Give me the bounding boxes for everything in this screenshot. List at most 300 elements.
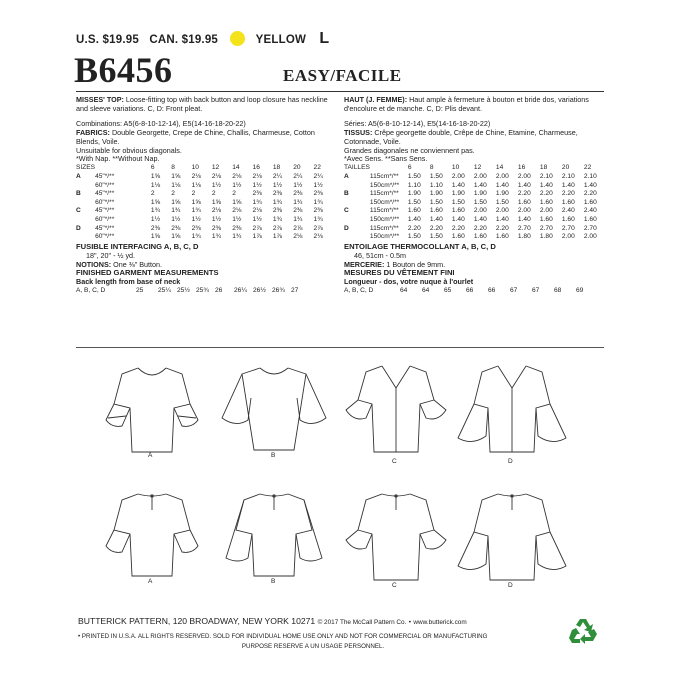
size-cell: 2⅛ <box>293 233 303 241</box>
figure-front-d <box>452 356 572 460</box>
size-cell: 1½ <box>171 215 181 223</box>
size-cell: 150cm*/** <box>369 181 400 189</box>
size-cell <box>95 164 151 173</box>
size-cell: 6 <box>407 164 412 172</box>
fr-measure-label: MESURES DU VÊTEMENT FINI <box>344 268 455 278</box>
size-cell: 12 <box>473 164 482 172</box>
size-cell: 115cm*/** <box>369 207 399 215</box>
size-cell: 1½ <box>232 181 242 189</box>
color-label: YELLOW <box>255 34 307 46</box>
size-cell: 2⅞ <box>313 224 323 232</box>
size-cell: 2 <box>232 190 236 198</box>
size-cell: 1.40 <box>561 181 575 189</box>
back-length-cell: 27 <box>291 287 299 295</box>
price-line <box>76 30 336 48</box>
size-cell: 1.50 <box>407 172 421 180</box>
size-cell: 2.20 <box>451 224 465 232</box>
size-cell: 1.50 <box>407 198 421 206</box>
back-length-cell: 66 <box>466 287 474 295</box>
footer-legal-line2: PURPOSE RESERVE A UN USAGE PERSONNEL. <box>241 643 385 650</box>
size-cell: 1.60 <box>451 207 465 215</box>
size-cell: 1.40 <box>473 215 487 223</box>
size-cell: 10 <box>451 164 460 172</box>
size-cell: 2 <box>171 190 175 198</box>
size-cell: C <box>76 207 81 215</box>
size-row <box>76 216 334 225</box>
size-cell: 2⅜ <box>313 190 323 198</box>
en-size-table <box>76 164 334 241</box>
size-row <box>344 190 606 199</box>
size-cell: 1.40 <box>583 181 597 189</box>
back-length-cell: 64 <box>400 287 408 295</box>
size-cell <box>76 216 95 225</box>
size-cell: 1.50 <box>429 198 443 206</box>
size-cell: 1⅝ <box>171 198 181 206</box>
size-cell: 1¾ <box>313 215 323 223</box>
size-cell <box>76 233 95 242</box>
fr-interfacing: 46, 51cm - 0.5m <box>354 250 406 260</box>
french-column <box>344 96 606 296</box>
size-cell: 2.20 <box>407 224 421 232</box>
size-cell <box>76 182 95 191</box>
size-cell: 2¼ <box>313 172 323 180</box>
size-row <box>344 233 606 242</box>
size-cell <box>344 199 370 208</box>
back-label-c: C <box>392 582 397 589</box>
size-cell: 2⅛ <box>211 207 222 215</box>
size-cell: 2⅜ <box>293 190 303 198</box>
fr-desc: Haut ample à fermeture à bouton et bride dos, variations d'encolure et de manche. C, D: Plis devant. <box>344 95 589 113</box>
size-cell: 2.00 <box>517 207 531 215</box>
size-cell: 2⅜ <box>191 224 201 232</box>
size-row <box>344 182 606 191</box>
back-length-cell: 25¾ <box>196 287 209 295</box>
back-length-cell: 26 <box>215 287 223 295</box>
size-cell: 1¾ <box>171 207 181 215</box>
size-cell: D <box>76 224 81 232</box>
size-cell: 16 <box>252 164 260 172</box>
size-cell: 1.90 <box>495 190 509 198</box>
size-cell: 1¾ <box>313 198 323 206</box>
recycle-icon <box>568 617 598 650</box>
size-cell: 1¾ <box>293 198 303 206</box>
size-cell: 1.50 <box>473 198 487 206</box>
size-cell: 1.40 <box>429 215 443 223</box>
size-cell: 1.80 <box>517 233 531 241</box>
difficulty-label: EASY/FACILE <box>283 66 402 85</box>
size-row <box>76 199 334 208</box>
size-cell <box>344 182 370 191</box>
size-cell: 1.90 <box>473 190 487 198</box>
fr-back-length-row <box>344 287 598 296</box>
fr-title: HAUT (J. FEMME): <box>344 95 408 104</box>
size-cell: 2.20 <box>473 224 487 232</box>
back-length-cell: 26½ <box>253 287 266 295</box>
size-cell: 1.40 <box>495 215 509 223</box>
size-cell: 1½ <box>272 181 283 189</box>
size-cell: 1⅝ <box>232 198 242 206</box>
size-cell: 2.00 <box>539 207 553 215</box>
en-notions-label: NOTIONS: <box>76 259 112 269</box>
yellow-dot-icon <box>230 31 245 46</box>
size-cell: 22 <box>583 164 592 172</box>
size-cell: 2⅜ <box>171 224 181 232</box>
footer-url[interactable]: www.butterick.com <box>413 619 467 626</box>
footer-company: BUTTERICK PATTERN, 120 BROADWAY, NEW YORK 10271 <box>78 616 316 626</box>
size-cell: 60"*/** <box>95 233 115 241</box>
figure-back-a <box>92 484 212 584</box>
size-cell: 1⅝ <box>171 172 181 180</box>
size-cell: 1⅝ <box>211 198 222 206</box>
size-cell: 2.00 <box>583 233 597 241</box>
size-cell: 2⅛ <box>191 172 201 180</box>
en-nap: *With Nap. **Without Nap. <box>76 154 160 164</box>
front-label-b: B <box>271 452 276 459</box>
fr-notions: 1 Bouton de 9mm. <box>386 259 446 269</box>
fr-notions-label: MERCERIE: <box>344 259 385 269</box>
footer-copyright: © 2017 The McCall Pattern Co. <box>317 619 407 626</box>
section-rule <box>76 347 604 348</box>
figure-back-d <box>452 484 572 588</box>
size-cell: 1¾ <box>272 198 283 206</box>
en-interfacing-label: FUSIBLE INTERFACING A, B, C, D <box>76 241 199 251</box>
size-cell: 2.20 <box>539 190 553 198</box>
size-cell: D <box>344 224 349 232</box>
size-cell: 115cm*/** <box>369 224 399 232</box>
size-cell: 1.80 <box>539 233 553 241</box>
size-cell: 1.60 <box>561 198 575 206</box>
size-cell: 2.40 <box>583 207 597 215</box>
size-cell: 1⅝ <box>150 172 161 180</box>
back-label-a: A <box>148 578 153 585</box>
fr-back-length-label: Longueur - dos, votre nuque à l'ourlet <box>344 277 474 287</box>
back-length-cell: 26¾ <box>272 287 285 295</box>
size-row <box>76 207 334 216</box>
size-cell <box>344 233 370 242</box>
size-cell: 2⅛ <box>211 172 222 180</box>
size-cell: 1.50 <box>429 172 443 180</box>
size-cell: 2.20 <box>583 190 597 198</box>
size-row <box>344 199 606 208</box>
size-cell: 1⅝ <box>150 198 161 206</box>
size-cell: 45"*/** <box>95 172 115 180</box>
size-cell: 1¾ <box>272 215 283 223</box>
size-cell: 2⅜ <box>211 224 222 232</box>
en-fabrics: Double Georgette, Crepe de Chine, Challis, Charmeuse, Cotton Blends, Voile. <box>76 127 315 146</box>
size-cell: 20 <box>561 164 570 172</box>
size-cell: 2⅜ <box>293 207 303 215</box>
size-cell: 2 <box>211 190 216 198</box>
size-cell: 2⅛ <box>232 172 242 180</box>
size-cell: 2¼ <box>272 172 283 180</box>
back-length-cell: 65 <box>444 287 452 295</box>
price-can: CAN. $19.95 <box>149 34 219 46</box>
fr-combinations: Séries: A5(6-8-10-12-14), E5(14-16-18-20-22) <box>344 118 491 128</box>
size-cell: 20 <box>293 164 301 172</box>
size-cell: 2.20 <box>517 190 531 198</box>
size-cell: 1.60 <box>429 207 443 215</box>
fr-fabrics-label: TISSUS: <box>344 127 373 137</box>
size-cell: 1½ <box>252 181 262 189</box>
size-cell: 1.40 <box>517 181 531 189</box>
size-row <box>76 182 334 191</box>
header-rule <box>76 91 604 92</box>
size-cell: 2⅛ <box>313 233 323 241</box>
back-length-cell: 67 <box>510 287 518 295</box>
size-cell: 8 <box>429 164 434 172</box>
size-cell: 1½ <box>252 215 262 223</box>
size-cell: 1½ <box>293 181 303 189</box>
size-cell: 2.40 <box>561 207 575 215</box>
size-cell: 1.60 <box>539 215 553 223</box>
size-cell: 1.40 <box>473 181 487 189</box>
pattern-number: B6456 <box>74 50 173 90</box>
size-cell: 1.40 <box>539 181 553 189</box>
size-cell: 1.10 <box>407 181 421 189</box>
size-cell: 2.00 <box>495 207 509 215</box>
size-cell: 1⅝ <box>150 233 161 241</box>
back-length-cell: A, B, C, D <box>76 287 106 295</box>
size-cell: 1⅞ <box>272 233 283 241</box>
size-cell: 2.00 <box>473 207 487 215</box>
size-cell: 2.20 <box>561 190 575 198</box>
fr-fabrics: Crêpe georgette double, Crêpe de Chine, Etamine, Charmeuse, Cotonnade, Voile. <box>344 127 578 146</box>
back-length-cell: 67 <box>532 287 540 295</box>
en-interfacing: 18", 20" - ½ yd. <box>86 250 136 260</box>
size-cell: 1.60 <box>561 215 575 223</box>
size-cell: 1¾ <box>191 233 201 241</box>
size-cell: 1.40 <box>407 215 421 223</box>
size-cell: 2.00 <box>451 172 465 180</box>
size-cell: 1.60 <box>495 233 509 241</box>
size-cell: 1⅛ <box>191 181 201 189</box>
size-cell: 1⅞ <box>252 233 262 241</box>
size-cell: 2⅞ <box>272 224 283 232</box>
en-fabrics-label: FABRICS: <box>76 127 110 137</box>
size-cell: 2⅜ <box>232 224 242 232</box>
size-header-row <box>76 164 334 173</box>
size-cell: B <box>76 190 81 198</box>
size-cell: 1¾ <box>150 207 161 215</box>
size-cell: 60"*/** <box>95 198 115 206</box>
size-row <box>76 173 334 182</box>
size-cell: 1.50 <box>429 233 443 241</box>
size-row <box>76 225 334 234</box>
size-cell: SIZES <box>76 164 96 172</box>
size-cell: TAILLES <box>344 164 370 172</box>
size-cell: 1¾ <box>211 233 222 241</box>
size-cell: 18 <box>539 164 548 172</box>
en-unsuitable: Unsuitable for obvious diagonals. <box>76 145 182 155</box>
back-length-cell: 25¼ <box>158 287 171 295</box>
en-combinations: Combinations: A5(6-8-10-12-14), E5(14-16-18-20-22) <box>76 118 246 128</box>
figure-front-b <box>214 358 334 458</box>
size-cell: 1.60 <box>539 198 553 206</box>
size-cell: 115cm*/** <box>369 172 399 180</box>
fr-unsuitable: Grandes diagonales ne conviennent pas. <box>344 145 475 155</box>
size-cell: 2 <box>150 190 155 198</box>
size-cell: 2.10 <box>539 172 553 180</box>
size-cell: 1⅝ <box>191 198 201 206</box>
size-cell: 2.00 <box>517 172 531 180</box>
size-cell: 2.00 <box>561 233 575 241</box>
size-cell: 1⅛ <box>171 181 181 189</box>
size-cell: 8 <box>171 164 175 172</box>
size-row <box>344 216 606 225</box>
figure-back-c <box>336 484 456 588</box>
back-length-cell: 26¼ <box>234 287 247 295</box>
size-cell: 2.70 <box>539 224 553 232</box>
size-cell: 1.50 <box>495 198 509 206</box>
size-cell: 1⅛ <box>150 181 161 189</box>
front-label-a: A <box>148 452 153 459</box>
en-notions: One ⅜" Button. <box>113 259 163 269</box>
size-cell: 1.60 <box>407 207 421 215</box>
size-cell: 2.00 <box>473 172 487 180</box>
footer-address: BUTTERICK PATTERN, 120 BROADWAY, NEW YORK 10271 © 2017 The McCall Pattern Co. • www.butterick.com <box>78 616 467 626</box>
size-cell: 1.40 <box>517 215 531 223</box>
size-cell: C <box>344 207 349 215</box>
figure-front-c <box>336 356 456 460</box>
back-length-cell: 64 <box>422 287 430 295</box>
footer-legal <box>78 632 548 652</box>
size-cell: 1.90 <box>451 190 465 198</box>
size-cell: 2 <box>191 190 196 198</box>
size-cell: 2¼ <box>293 172 303 180</box>
size-cell: 22 <box>313 164 321 172</box>
size-cell: 1.90 <box>429 190 443 198</box>
size-cell: 1.60 <box>473 233 487 241</box>
size-cell: 2⅞ <box>293 224 303 232</box>
size-cell: 2.00 <box>495 172 509 180</box>
size-row <box>344 207 606 216</box>
size-cell: 1.40 <box>495 181 509 189</box>
front-label-d: D <box>508 458 513 465</box>
size-cell: 2.70 <box>561 224 575 232</box>
back-length-cell: A, B, C, D <box>344 287 374 295</box>
back-length-cell: 25½ <box>177 287 190 295</box>
size-cell: 2⅜ <box>252 190 262 198</box>
front-label-c: C <box>392 458 397 465</box>
size-cell: A <box>76 172 81 180</box>
en-back-length-row <box>76 287 310 296</box>
size-cell: 2⅛ <box>232 207 242 215</box>
size-cell <box>370 164 408 173</box>
size-cell: 1½ <box>313 181 323 189</box>
size-cell: 1¾ <box>252 198 262 206</box>
size-cell: 14 <box>495 164 504 172</box>
size-cell: 10 <box>191 164 199 172</box>
figure-front-a <box>92 360 212 460</box>
size-cell: 1¾ <box>191 207 201 215</box>
back-length-cell: 69 <box>576 287 584 295</box>
size-cell: 2.10 <box>583 172 597 180</box>
size-cell: 2⅜ <box>272 190 283 198</box>
size-row <box>344 225 606 234</box>
size-cell: 1.10 <box>429 181 443 189</box>
size-cell: 1¾ <box>293 215 303 223</box>
size-cell: 12 <box>211 164 220 172</box>
size-cell: B <box>344 190 349 198</box>
size-cell: 1.60 <box>451 233 465 241</box>
size-cell: 1½ <box>191 215 201 223</box>
size-row <box>76 233 334 242</box>
en-measure-label: FINISHED GARMENT MEASUREMENTS <box>76 268 219 278</box>
size-cell: 1.40 <box>451 181 465 189</box>
size-cell: 1½ <box>211 215 222 223</box>
back-length-row <box>344 287 598 296</box>
back-length-cell: 66 <box>488 287 496 295</box>
size-cell: 1.90 <box>407 190 421 198</box>
size-cell: 2⅛ <box>252 207 262 215</box>
fr-size-table <box>344 164 606 241</box>
size-cell: 2.70 <box>583 224 597 232</box>
size-cell: 45"*/** <box>95 224 115 232</box>
en-back-length-label: Back length from base of neck <box>76 277 181 287</box>
size-cell: 150cm*/** <box>369 233 400 241</box>
size-cell: 1½ <box>232 215 242 223</box>
size-cell: 60"*/** <box>95 215 115 223</box>
size-cell: 2.10 <box>561 172 575 180</box>
back-label-b: B <box>271 578 276 585</box>
size-cell: A <box>344 172 349 180</box>
price-us: U.S. $19.95 <box>76 34 139 46</box>
size-cell: 2⅜ <box>150 224 161 232</box>
footer-legal-line1: • PRINTED IN U.S.A. ALL RIGHTS RESERVED. SOLD FOR INDIVIDUAL HOME USE ONLY AND NOT FOR COMMERCIAL OR MANUFACTURING <box>78 633 488 640</box>
fr-interfacing-label: ENTOILAGE THERMOCOLLANT A, B, C, D <box>344 241 496 251</box>
english-column <box>76 96 334 296</box>
size-cell: 18 <box>272 164 281 172</box>
size-cell: 2.70 <box>517 224 531 232</box>
size-cell: 1¾ <box>232 233 242 241</box>
size-cell: 14 <box>232 164 240 172</box>
size-cell: 1½ <box>150 215 161 223</box>
size-cell: 16 <box>517 164 526 172</box>
size-letter: L <box>319 30 330 47</box>
size-cell: 2.20 <box>495 224 509 232</box>
size-cell: 1.50 <box>451 198 465 206</box>
size-cell: 150cm*/** <box>369 198 400 206</box>
back-length-row <box>76 287 310 296</box>
size-cell: 1½ <box>211 181 222 189</box>
size-cell: 1.60 <box>583 215 597 223</box>
fr-nap: *Avec Sens. **Sans Sens. <box>344 154 428 164</box>
size-cell: 2.20 <box>429 224 443 232</box>
size-cell: 2⅛ <box>252 172 262 180</box>
size-cell: 1.60 <box>583 198 597 206</box>
size-row <box>76 190 334 199</box>
en-title: MISSES' TOP: <box>76 95 124 104</box>
back-length-cell: 68 <box>554 287 562 295</box>
size-cell: 2⅜ <box>272 207 283 215</box>
size-cell: 6 <box>150 164 155 172</box>
size-cell: 115cm*/** <box>369 190 399 198</box>
size-cell: 45"*/** <box>95 207 115 215</box>
size-cell <box>344 216 370 225</box>
size-cell: 60"*/** <box>95 181 115 189</box>
size-cell: 1⅝ <box>171 233 181 241</box>
size-cell: 45"*/** <box>95 190 115 198</box>
en-desc: Loose-fitting top with back button and loop closure has neckline and sleeve variations. C, D: Front pleat. <box>76 95 328 113</box>
size-cell: 2⅜ <box>313 207 323 215</box>
figure-back-b <box>214 484 334 584</box>
size-row <box>344 173 606 182</box>
size-cell: 1.60 <box>517 198 531 206</box>
size-cell: 1.40 <box>451 215 465 223</box>
size-cell: 150cm*/** <box>369 215 400 223</box>
size-cell <box>76 199 95 208</box>
size-header-row <box>344 164 606 173</box>
